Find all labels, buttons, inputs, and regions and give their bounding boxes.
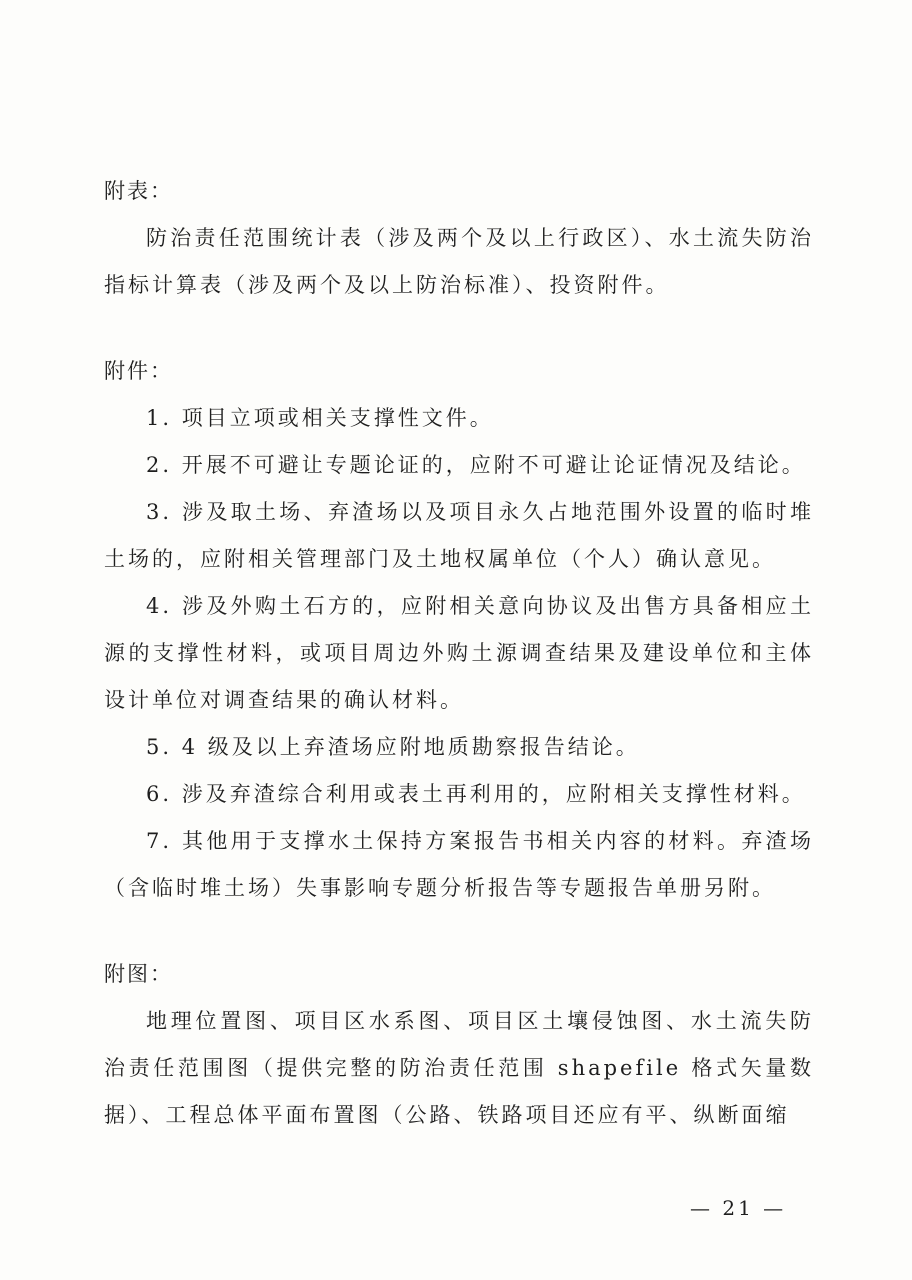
section-gap — [104, 912, 814, 951]
attachment-item-1: 1. 项目立项或相关支撑性文件。 — [146, 406, 494, 430]
attachment-item-3: 3. 涉及取土场、弃渣场以及项目永久占地范围外设置的临时堆土场的，应附相关管理部门及土地权属单位（个人）确认意见。 — [104, 500, 814, 571]
attachments-heading: 附件： — [104, 359, 173, 383]
attachment-item-5: 5. 4 级及以上弃渣场应附地质勘察报告结论。 — [146, 735, 640, 759]
section-gap — [104, 309, 814, 348]
appendix-figures-body: 地理位置图、项目区水系图、项目区土壤侵蚀图、水土流失防治责任范围图（提供完整的防治责任范围 shapefile 格式矢量数据）、工程总体平面布置图（公路、铁路项目还应有平、纵断面缩 — [104, 1009, 814, 1127]
attachment-item-2: 2. 开展不可避让专题论证的，应附不可避让论证情况及结论。 — [146, 453, 806, 477]
appendix-tables-heading: 附表： — [104, 179, 173, 203]
attachment-item-7: 7. 其他用于支撑水土保持方案报告书相关内容的材料。弃渣场（含临时堆土场）失事影响专题分析报告等专题报告单册另附。 — [104, 829, 814, 900]
appendix-figures-heading: 附图： — [104, 962, 173, 986]
attachment-item-6: 6. 涉及弃渣综合利用或表土再利用的，应附相关支撑性材料。 — [146, 782, 806, 806]
attachment-item-4: 4. 涉及外购土石方的，应附相关意向协议及出售方具备相应土源的支撑性材料，或项目周边外购土源调查结果及建设单位和主体设计单位对调查结果的确认材料。 — [104, 594, 814, 712]
page-content — [104, 168, 814, 1139]
appendix-tables-body: 防治责任范围统计表（涉及两个及以上行政区）、水土流失防治指标计算表（涉及两个及以上防治标准）、投资附件。 — [104, 226, 814, 297]
page-number: — 21 — — [690, 1196, 787, 1220]
